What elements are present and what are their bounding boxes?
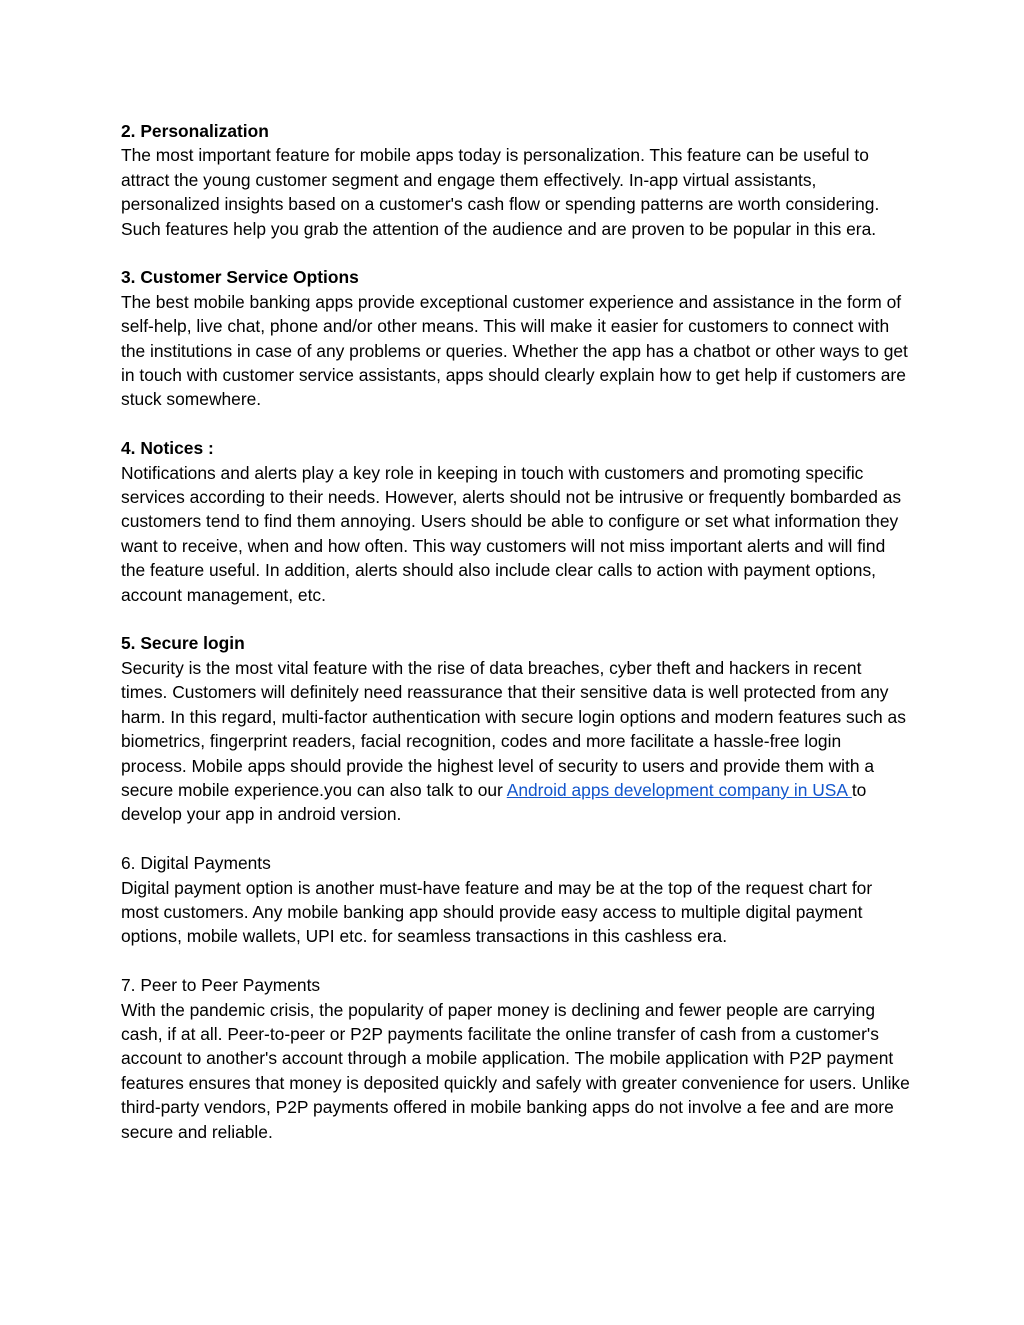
section-secure-login xyxy=(121,631,911,826)
section-heading: 5. Secure login xyxy=(121,633,245,654)
paragraph-text-before-link: Security is the most vital feature with the rise of data breaches, cyber theft and hackers in recent times. Customers will definitely need reassurance that their sensitive data is well protected from any harm. In this regard, multi-factor authentication with secure login options and modern features such as biometrics, fingerprint readers, facial recognition, codes and more facilitate a hassle-free login process. Mobile apps should provide the highest level of security to users and provide them with a secure mobile experience.you can also talk to our xyxy=(121,657,906,800)
section-digital-payments xyxy=(121,851,911,949)
section-paragraph: With the pandemic crisis, the popularity of paper money is declining and fewer people are carrying cash, if at all. Peer-to-peer or P2P payments facilitate the online transfer of cash from a customer's account to another's account through a mobile application. The mobile application with P2P payment features ensures that money is deposited quickly and safely with greater convenience for users. Unlike third-party vendors, P2P payments offered in mobile banking apps do not involve a fee and are more secure and reliable. xyxy=(121,999,910,1142)
section-customer-service-options xyxy=(121,265,911,411)
paragraph-text-after-link: to develop your app in android version. xyxy=(121,779,867,825)
section-heading: 2. Personalization xyxy=(121,121,269,141)
section-paragraph: The most important feature for mobile apps today is personalization. This feature can be useful to attract the young customer segment and engage them effectively. In-app virtual assistants, personalized insights based on a customer's cash flow or spending patterns are worth considering. Such features help you grab the attention of the audience and are proven to be popular in this era. xyxy=(121,145,880,239)
document-page xyxy=(121,119,911,1168)
section-peer-to-peer-payments xyxy=(121,973,911,1144)
section-paragraph: Digital payment option is another must-have feature and may be at the top of the request chart for most customers. Any mobile banking app should provide easy access to multiple digital payment options, mobile wallets, UPI etc. for seamless transactions in this cashless era. xyxy=(121,877,873,947)
section-notices xyxy=(121,436,911,607)
android-apps-development-link[interactable]: Android apps development company in USA xyxy=(506,779,852,800)
section-personalization xyxy=(121,119,911,241)
section-heading: 7. Peer to Peer Payments xyxy=(121,975,321,996)
section-heading: 6. Digital Payments xyxy=(121,853,271,874)
section-heading: 3. Customer Service Options xyxy=(121,267,359,288)
section-heading: 4. Notices : xyxy=(121,438,214,459)
section-paragraph: The best mobile banking apps provide exceptional customer experience and assistance in the form of self-help, live chat, phone and/or other means. This will make it easier for customers to connect with the institutions in case of any problems or queries. Whether the app has a chatbot or other ways to get in touch with customer service assistants, apps should clearly explain how to get help if customers are stuck somewhere. xyxy=(121,291,908,410)
section-paragraph: Notifications and alerts play a key role in keeping in touch with customers and promoting specific services according to their needs. However, alerts should not be intrusive or frequently bombarded as customers tend to find them annoying. Users should be able to configure or set what information they want to receive, when and how often. This way customers will not miss important alerts and will find the feature useful. In addition, alerts should also include clear calls to action with payment options, account management, etc. xyxy=(121,462,902,605)
section-paragraph xyxy=(121,656,911,827)
